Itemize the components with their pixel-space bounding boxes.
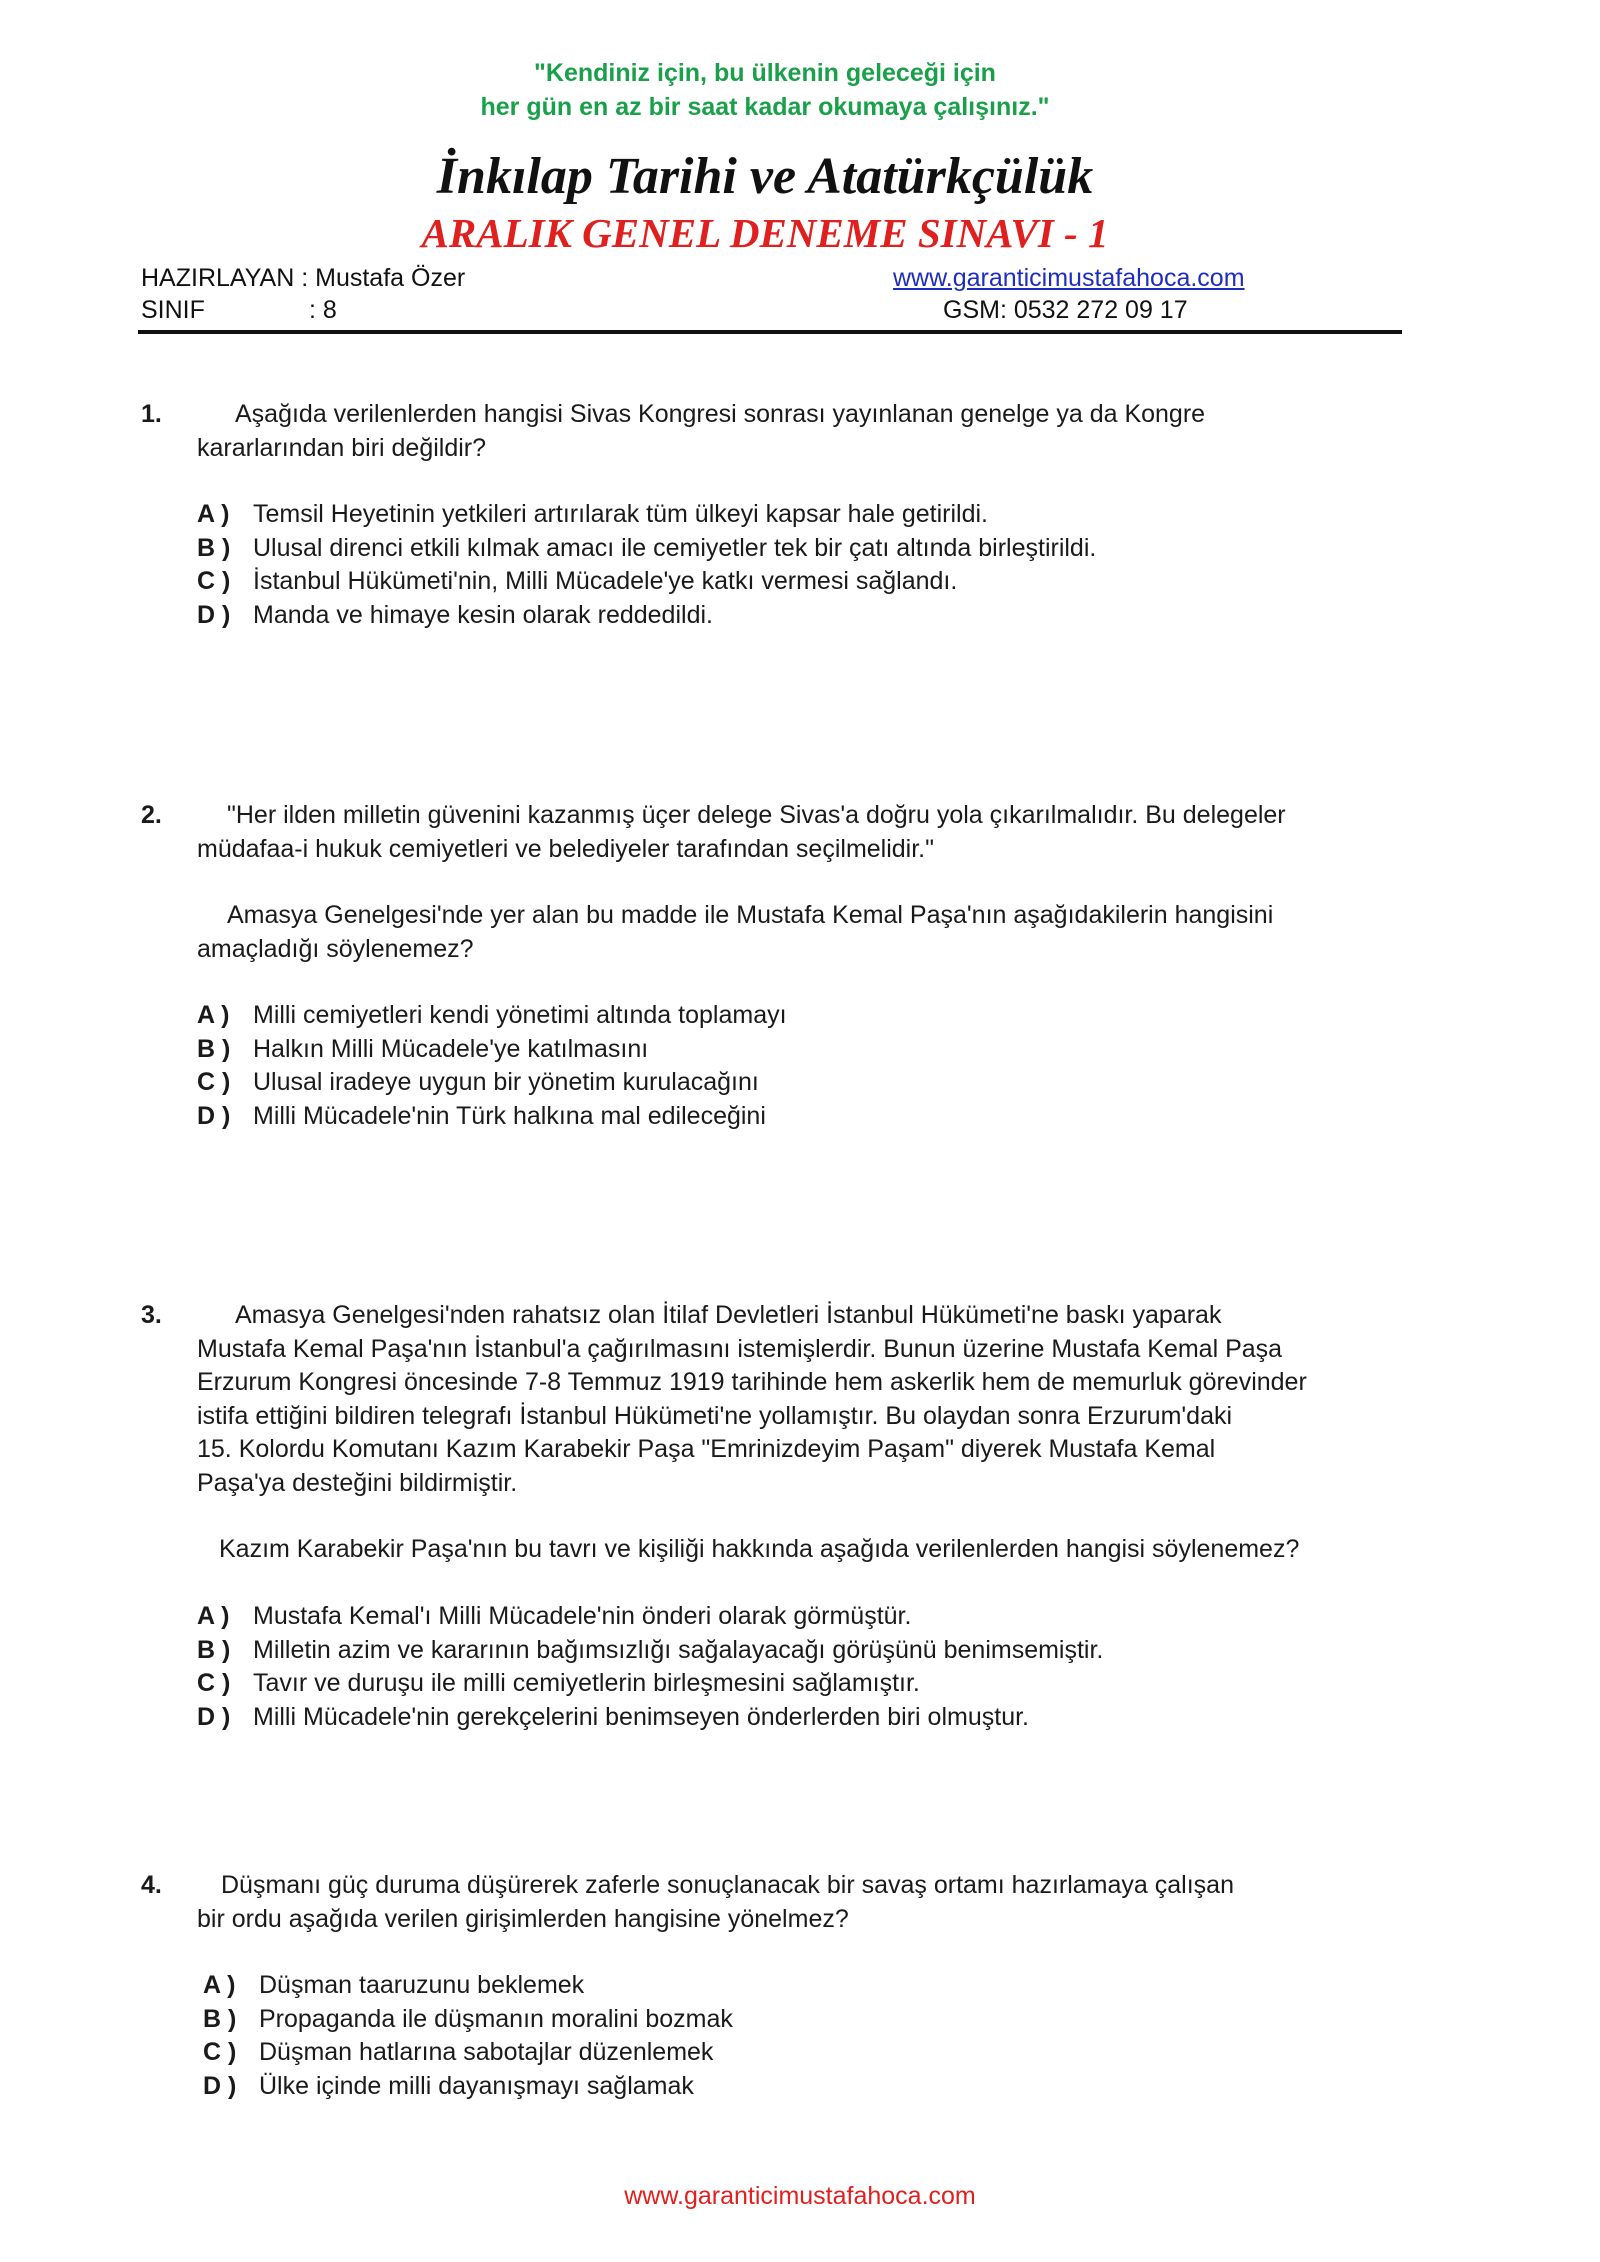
- option-d[interactable]: D ) Ülke içinde milli dayanışmayı sağlamak: [203, 2071, 694, 2100]
- answer-options: [203, 1969, 733, 2103]
- gsm-number: GSM: 0532 272 09 17: [943, 296, 1188, 324]
- option-c[interactable]: C ) Ulusal iradeye uygun bir yönetim kurulacağını: [197, 1068, 759, 1096]
- question-number: 2.: [141, 801, 162, 829]
- document-title: İnkılap Tarihi ve Atatürkçülük: [436, 148, 1094, 205]
- motto-line-2: her gün en az bir saat kadar okumaya çalışınız.": [480, 93, 1050, 121]
- question-stem: Aşağıda verilenlerden hangisi Sivas Kongresi sonrası yayınlanan genelge ya da Kongre kararlarından biri değildir?: [197, 400, 1206, 462]
- header-divider: [138, 330, 1402, 334]
- exam-subtitle: ARALIK GENEL DENEME SINAVI - 1: [421, 210, 1109, 256]
- option-b[interactable]: B ) Milletin azim ve kararının bağımsızlığı sağalayacağı görüşünü benimsemiştir.: [197, 1635, 1104, 1664]
- prepared-by-value: : Mustafa Özer: [301, 264, 466, 292]
- option-b[interactable]: B ) Propaganda ile düşmanın moralini bozmak: [203, 2004, 733, 2033]
- question-prompt: Amasya Genelgesi'nde yer alan bu madde ile Mustafa Kemal Paşa'nın aşağıdakilerin hangisini amaçladığı söylenemez?: [197, 901, 1274, 963]
- option-d[interactable]: D ) Milli Mücadele'nin gerekçelerini benimseyen önderlerden biri olmuştur.: [197, 1702, 1029, 1731]
- motto-line-1: "Kendiniz için, bu ülkenin geleceği için: [534, 59, 996, 87]
- question-stem: Amasya Genelgesi'nden rahatsız olan İtilaf Devletleri İstanbul Hükümeti'ne baskı yaparak Mustafa Kemal Paşa'nın İstanbul'a çağırılmasını istemişlerdir. Bunun üzerine Mustafa Kemal Paşa Erzurum Kongresi öncesinde 7-8 Temmuz 1919 tarihinde hem askerlik hem de memurluk görevinder istifa ettiğini bildiren telegrafı İstanbul Hükümeti'ne yollamıştır. Bu olaydan sonra Erzurum'daki 15. Kolordu Komutanı Kazım Karabekir Paşa "Emrinizdeyim Paşam" diyerek Mustafa Kemal Paşa'ya desteğini bildirmiştir.: [197, 1301, 1307, 1497]
- option-c[interactable]: C ) İstanbul Hükümeti'nin, Milli Mücadele'ye katkı vermesi sağlandı.: [197, 567, 958, 595]
- website-link-header[interactable]: www.garanticimustafahoca.com: [893, 264, 1245, 292]
- prepared-by-label: HAZIRLAYAN: [141, 264, 295, 292]
- option-d[interactable]: D ) Manda ve himaye kesin olarak reddedildi.: [197, 600, 713, 629]
- option-d[interactable]: D ) Milli Mücadele'nin Türk halkına mal edileceğini: [197, 1101, 766, 1130]
- option-b[interactable]: B ) Ulusal direnci etkili kılmak amacı ile cemiyetler tek bir çatı altında birleştirildi.: [197, 533, 1097, 562]
- answer-options: [197, 498, 1096, 632]
- question-number: 4.: [141, 1871, 162, 1899]
- answer-options: [197, 999, 787, 1133]
- class-value: : 8: [309, 296, 337, 324]
- question-stem: Düşmanı güç duruma düşürerek zaferle sonuçlanacak bir savaş ortamı hazırlamaya çalışan bir ordu aşağıda verilen girişimlerden hangisine yönelmez?: [197, 1871, 1234, 1933]
- question-stem: "Her ilden milletin güvenini kazanmış üçer delege Sivas'a doğru yola çıkarılmalıdır. Bu delegeler müdafaa-i hukuk cemiyetleri ve belediyeler tarafından seçilmelidir.": [197, 801, 1286, 863]
- prepared-by: [141, 262, 465, 294]
- option-a[interactable]: A ) Düşman taaruzunu beklemek: [203, 1971, 585, 1999]
- class-label: SINIF: [141, 296, 205, 324]
- class-info: [141, 294, 337, 326]
- question-prompt: Kazım Karabekir Paşa'nın bu tavrı ve kişiliği hakkında aşağıda verilenlerden hangisi söylenemez?: [219, 1535, 1300, 1563]
- website-link-footer[interactable]: www.garanticimustafahoca.com: [624, 2182, 976, 2210]
- option-b[interactable]: B ) Halkın Milli Mücadele'ye katılmasını: [197, 1034, 649, 1063]
- option-c[interactable]: C ) Düşman hatlarına sabotajlar düzenlemek: [203, 2038, 714, 2066]
- option-c[interactable]: C ) Tavır ve duruşu ile milli cemiyetlerin birleşmesini sağlamıştır.: [197, 1669, 920, 1697]
- question-number: 1.: [141, 400, 162, 428]
- question-number: 3.: [141, 1301, 162, 1329]
- answer-options: [197, 1600, 1103, 1734]
- option-a[interactable]: A ) Temsil Heyetinin yetkileri artırılarak tüm ülkeyi kapsar hale getirildi.: [197, 500, 988, 528]
- option-a[interactable]: A ) Mustafa Kemal'ı Milli Mücadele'nin önderi olarak görmüştür.: [197, 1602, 912, 1630]
- option-a[interactable]: A ) Milli cemiyetleri kendi yönetimi altında toplamayı: [197, 1001, 787, 1029]
